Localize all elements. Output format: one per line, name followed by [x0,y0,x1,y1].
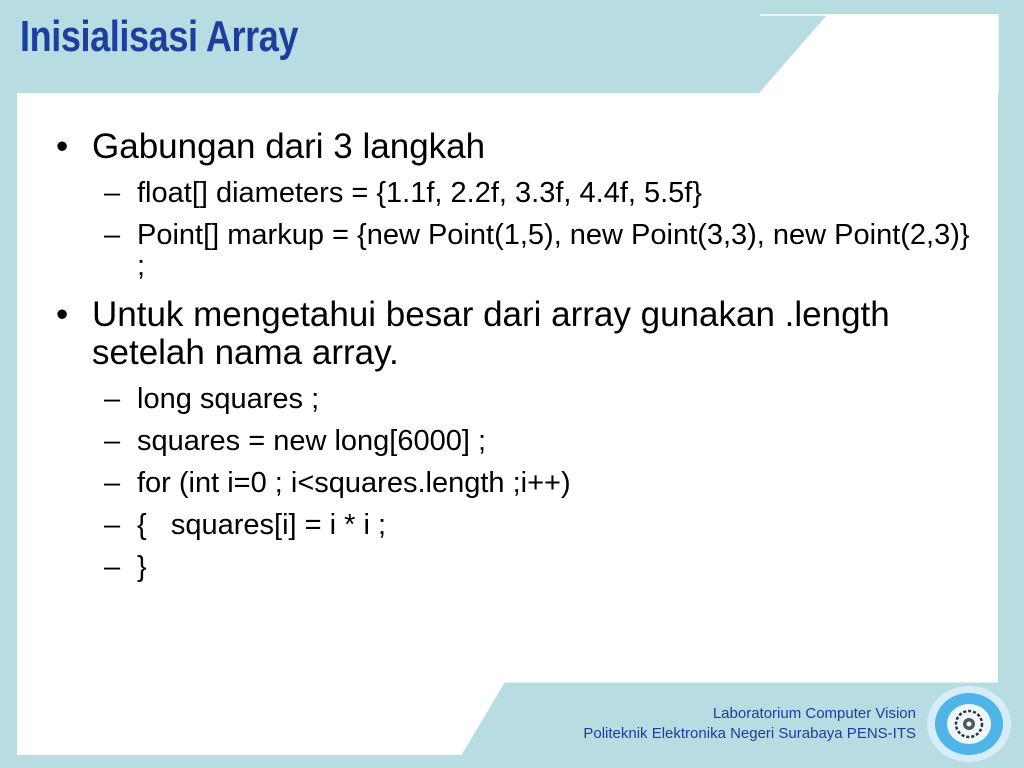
dash-marker: – [104,467,121,499]
dash-marker: – [104,177,121,209]
sub-item [40,468,970,499]
dash-marker: – [104,509,121,541]
dash-marker: – [104,219,121,251]
dash-marker: – [104,425,121,457]
sub-item [40,384,970,415]
sub-item [40,426,970,457]
sub-item [40,178,970,209]
footer-lab-name: Laboratorium Computer Vision [712,705,916,722]
sub-item-text: for (int i=0 ; i<squares.length ;i++) [137,467,571,499]
sub-item-text: { squares[i] = i * i ; [137,509,387,541]
footer-institution: Politeknik Elektronika Negeri Surabaya PENS-ITS [583,725,916,742]
bullet-text: Gabungan dari 3 langkah [92,127,486,166]
slide-body [40,128,970,594]
bullet-item [40,128,970,166]
pens-its-emblem-icon [926,685,1012,763]
sub-item-text: Point[] markup = {new Point(1,5), new Point(3,3), new Point(2,3)} ; [137,219,970,282]
sub-item [40,510,970,541]
slide-title: Inisialisasi Array [20,12,299,61]
bullet-marker: • [56,127,69,166]
sub-item-text: } [137,551,147,583]
bullet-text: Untuk mengetahui besar dari array gunakan .length setelah nama array. [92,295,890,372]
sub-item [40,552,970,583]
sub-item-text: long squares ; [137,383,320,415]
dash-marker: – [104,383,121,415]
logo-hub-center [967,722,972,727]
dash-marker: – [104,551,121,583]
sub-item [40,220,970,282]
bullet-item [40,296,970,372]
bullet-marker: • [56,295,69,334]
sub-item-text: squares = new long[6000] ; [137,425,487,457]
footer [583,704,916,744]
sub-item-text: float[] diameters = {1.1f, 2.2f, 3.3f, 4.4f, 5.5f} [137,177,703,209]
